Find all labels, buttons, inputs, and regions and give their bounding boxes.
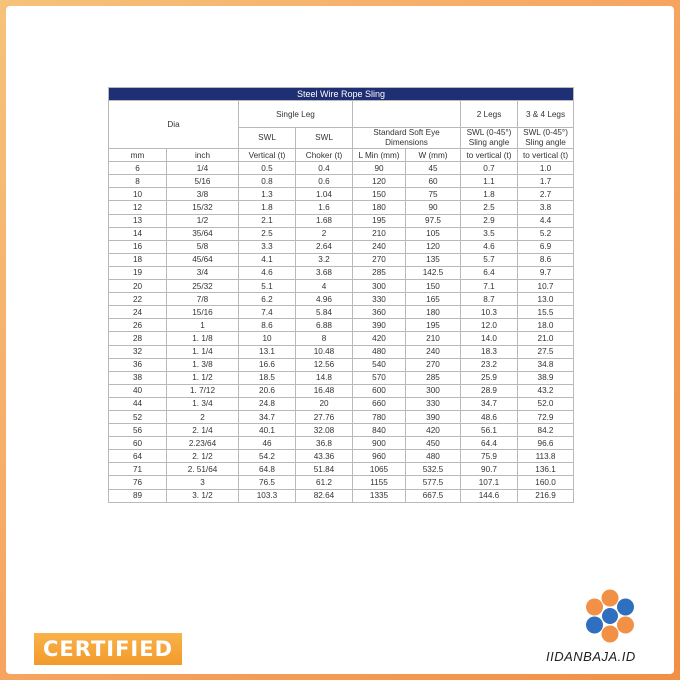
table-cell: 8 [296, 332, 353, 345]
table-cell: 38 [109, 371, 167, 384]
header-l-min: L Min (mm) [353, 149, 406, 162]
header-two-legs: 2 Legs [461, 101, 518, 128]
table-cell: 330 [406, 397, 461, 410]
table-cell: 1.04 [296, 188, 353, 201]
table-row [109, 384, 574, 397]
table-cell: 21.0 [518, 332, 574, 345]
table-cell: 900 [353, 437, 406, 450]
table-row [109, 162, 574, 175]
table-cell: 2.23/64 [167, 437, 239, 450]
table-cell: 136.1 [518, 463, 574, 476]
table-cell: 7.1 [461, 280, 518, 293]
table-cell: 330 [353, 293, 406, 306]
table-row [109, 371, 574, 384]
table-cell: 577.5 [406, 476, 461, 489]
table-cell: 25.9 [461, 371, 518, 384]
certified-badge: CERTIFIED [34, 633, 182, 665]
table-row [109, 424, 574, 437]
table-cell: 103.3 [239, 489, 296, 502]
table-cell: 40.1 [239, 424, 296, 437]
table-cell: 667.5 [406, 489, 461, 502]
table-cell: 1. 3/4 [167, 397, 239, 410]
table-cell: 71 [109, 463, 167, 476]
table-cell: 300 [353, 280, 406, 293]
table-cell: 3/8 [167, 188, 239, 201]
table-cell: 3.2 [296, 253, 353, 266]
table-cell: 25/32 [167, 280, 239, 293]
table-cell: 52 [109, 410, 167, 423]
header-soft-eye: Standard Soft Eye Dimensions [353, 128, 461, 149]
table-cell: 3 [167, 476, 239, 489]
table-cell: 90.7 [461, 463, 518, 476]
table-cell: 5/8 [167, 240, 239, 253]
table-cell: 480 [406, 450, 461, 463]
table-row [109, 397, 574, 410]
table-cell: 1. 3/8 [167, 358, 239, 371]
table-cell: 34.8 [518, 358, 574, 371]
table-cell: 1335 [353, 489, 406, 502]
table-cell: 2 [296, 227, 353, 240]
table-cell: 14 [109, 227, 167, 240]
table-cell: 285 [353, 266, 406, 279]
table-cell: 2. 1/2 [167, 450, 239, 463]
table-cell: 0.4 [296, 162, 353, 175]
table-cell: 113.8 [518, 450, 574, 463]
table-cell: 10 [239, 332, 296, 345]
header-single-leg: Single Leg [239, 101, 353, 128]
table-row [109, 332, 574, 345]
table-cell: 16.48 [296, 384, 353, 397]
table-cell: 61.2 [296, 476, 353, 489]
table-cell: 10.7 [518, 280, 574, 293]
table-cell: 0.7 [461, 162, 518, 175]
table-cell: 32 [109, 345, 167, 358]
table-cell: 960 [353, 450, 406, 463]
table-cell: 20.6 [239, 384, 296, 397]
table-row [109, 293, 574, 306]
table-cell: 2 [167, 410, 239, 423]
table-cell: 4 [296, 280, 353, 293]
table-cell: 107.1 [461, 476, 518, 489]
table-cell: 0.5 [239, 162, 296, 175]
table-cell: 27.5 [518, 345, 574, 358]
table-title: Steel Wire Rope Sling [109, 88, 574, 101]
table-cell: 1065 [353, 463, 406, 476]
table-cell: 540 [353, 358, 406, 371]
table-cell: 76.5 [239, 476, 296, 489]
table-cell: 135 [406, 253, 461, 266]
header-mm: mm [109, 149, 167, 162]
table-cell: 12.0 [461, 319, 518, 332]
table-row [109, 489, 574, 502]
table-cell: 18 [109, 253, 167, 266]
table-cell: 14.8 [296, 371, 353, 384]
table-cell: 8.6 [239, 319, 296, 332]
table-cell: 3. 1/2 [167, 489, 239, 502]
table-cell: 51.84 [296, 463, 353, 476]
table-cell: 216.9 [518, 489, 574, 502]
wire-rope-strands-logo-icon [582, 588, 638, 644]
table-cell: 82.64 [296, 489, 353, 502]
table-cell: 450 [406, 437, 461, 450]
header-to-vertical-34: to vertical (t) [518, 149, 574, 162]
table-cell: 180 [353, 201, 406, 214]
table-cell: 19 [109, 266, 167, 279]
table-cell: 22 [109, 293, 167, 306]
table-cell: 120 [353, 175, 406, 188]
table-cell: 45/64 [167, 253, 239, 266]
header-swl-vertical: SWL [239, 128, 296, 149]
table-cell: 44 [109, 397, 167, 410]
table-cell: 43.2 [518, 384, 574, 397]
table-cell: 20 [109, 280, 167, 293]
table-cell: 1. 1/2 [167, 371, 239, 384]
table-cell: 210 [353, 227, 406, 240]
table-row [109, 319, 574, 332]
table-cell: 26 [109, 319, 167, 332]
table-cell: 240 [353, 240, 406, 253]
table-cell: 1. 1/4 [167, 345, 239, 358]
table-cell: 3.5 [461, 227, 518, 240]
header-dia: Dia [109, 101, 239, 149]
table-cell: 1. 7/12 [167, 384, 239, 397]
table-cell: 96.6 [518, 437, 574, 450]
wire-rope-sling-table [108, 87, 574, 503]
table-cell: 3/4 [167, 266, 239, 279]
table-cell: 12.56 [296, 358, 353, 371]
table-cell: 6.88 [296, 319, 353, 332]
table-cell: 195 [406, 319, 461, 332]
table-cell: 160.0 [518, 476, 574, 489]
table-cell: 840 [353, 424, 406, 437]
table-cell: 5/16 [167, 175, 239, 188]
header-vertical: Vertical (t) [239, 149, 296, 162]
table-cell: 1 [167, 319, 239, 332]
table-cell: 45 [406, 162, 461, 175]
table-body [109, 162, 574, 502]
table-cell: 1/4 [167, 162, 239, 175]
table-cell: 27.76 [296, 410, 353, 423]
table-cell: 64 [109, 450, 167, 463]
table-row [109, 227, 574, 240]
table-cell: 15/32 [167, 201, 239, 214]
header-to-vertical-2: to vertical (t) [461, 149, 518, 162]
table-cell: 90 [406, 201, 461, 214]
table-cell: 38.9 [518, 371, 574, 384]
table-cell: 180 [406, 306, 461, 319]
table-cell: 5.7 [461, 253, 518, 266]
table-cell: 12 [109, 201, 167, 214]
table-cell: 240 [406, 345, 461, 358]
table-cell: 4.6 [461, 240, 518, 253]
table-cell: 1.68 [296, 214, 353, 227]
table-cell: 75 [406, 188, 461, 201]
header-swl-angle-34: SWL (0-45°) Sling angle [518, 128, 574, 149]
table-cell: 72.9 [518, 410, 574, 423]
table-cell: 64.8 [239, 463, 296, 476]
table-cell: 36 [109, 358, 167, 371]
table-cell: 2. 51/64 [167, 463, 239, 476]
table-cell: 89 [109, 489, 167, 502]
table-cell: 5.2 [518, 227, 574, 240]
table-cell: 9.7 [518, 266, 574, 279]
table-cell: 1. 1/8 [167, 332, 239, 345]
table-cell: 46 [239, 437, 296, 450]
header-choker: Choker (t) [296, 149, 353, 162]
table-cell: 13.1 [239, 345, 296, 358]
table-row [109, 410, 574, 423]
table-row [109, 345, 574, 358]
table-cell: 660 [353, 397, 406, 410]
table-row [109, 476, 574, 489]
table-cell: 18.3 [461, 345, 518, 358]
table-cell: 84.2 [518, 424, 574, 437]
table-cell: 4.96 [296, 293, 353, 306]
table-cell: 6.9 [518, 240, 574, 253]
table-cell: 75.9 [461, 450, 518, 463]
table-cell: 1.7 [518, 175, 574, 188]
table-cell: 76 [109, 476, 167, 489]
table-cell: 1.8 [461, 188, 518, 201]
table-row [109, 266, 574, 279]
table-cell: 360 [353, 306, 406, 319]
table-cell: 16.6 [239, 358, 296, 371]
table-cell: 390 [353, 319, 406, 332]
table-cell: 35/64 [167, 227, 239, 240]
table-cell: 14.0 [461, 332, 518, 345]
table-cell: 20 [296, 397, 353, 410]
table-row [109, 201, 574, 214]
table-cell: 60 [406, 175, 461, 188]
table-cell: 43.36 [296, 450, 353, 463]
table-cell: 3.68 [296, 266, 353, 279]
table-cell: 480 [353, 345, 406, 358]
table-cell: 56 [109, 424, 167, 437]
table-cell: 2.7 [518, 188, 574, 201]
table-cell: 8.7 [461, 293, 518, 306]
table-cell: 34.7 [461, 397, 518, 410]
header-swl-choker: SWL [296, 128, 353, 149]
table-cell: 270 [406, 358, 461, 371]
table-cell: 285 [406, 371, 461, 384]
table-cell: 1.0 [518, 162, 574, 175]
table-row [109, 240, 574, 253]
table-cell: 18.5 [239, 371, 296, 384]
table-cell: 144.6 [461, 489, 518, 502]
table-cell: 13 [109, 214, 167, 227]
table-cell: 2.5 [461, 201, 518, 214]
table-cell: 3.3 [239, 240, 296, 253]
table-cell: 4.1 [239, 253, 296, 266]
table-cell: 48.6 [461, 410, 518, 423]
table-cell: 5.1 [239, 280, 296, 293]
table-cell: 570 [353, 371, 406, 384]
table-cell: 2. 1/4 [167, 424, 239, 437]
table-cell: 5.84 [296, 306, 353, 319]
table-cell: 4.4 [518, 214, 574, 227]
table-cell: 52.0 [518, 397, 574, 410]
table-cell: 2.1 [239, 214, 296, 227]
table-cell: 18.0 [518, 319, 574, 332]
table-row [109, 253, 574, 266]
table-cell: 150 [406, 280, 461, 293]
table-cell: 300 [406, 384, 461, 397]
table-cell: 8.6 [518, 253, 574, 266]
header-inch: inch [167, 149, 239, 162]
table-cell: 210 [406, 332, 461, 345]
table-cell: 390 [406, 410, 461, 423]
table-cell: 105 [406, 227, 461, 240]
table-row [109, 188, 574, 201]
table-cell: 7.4 [239, 306, 296, 319]
table-cell: 23.2 [461, 358, 518, 371]
table-cell: 420 [353, 332, 406, 345]
table-cell: 8 [109, 175, 167, 188]
table-cell: 3.8 [518, 201, 574, 214]
table-cell: 7/8 [167, 293, 239, 306]
table-row [109, 358, 574, 371]
table-cell: 24.8 [239, 397, 296, 410]
table-cell: 97.5 [406, 214, 461, 227]
table-cell: 1155 [353, 476, 406, 489]
table-cell: 1.1 [461, 175, 518, 188]
table-row [109, 437, 574, 450]
table-cell: 532.5 [406, 463, 461, 476]
header-w: W (mm) [406, 149, 461, 162]
table-cell: 10.48 [296, 345, 353, 358]
table-cell: 28.9 [461, 384, 518, 397]
header-three-four-legs: 3 & 4 Legs [518, 101, 574, 128]
table-cell: 6 [109, 162, 167, 175]
table-cell: 6.4 [461, 266, 518, 279]
table-row [109, 280, 574, 293]
table-cell: 60 [109, 437, 167, 450]
table-cell: 1.3 [239, 188, 296, 201]
table-cell: 4.6 [239, 266, 296, 279]
table-cell: 6.2 [239, 293, 296, 306]
table-cell: 2.64 [296, 240, 353, 253]
table-cell: 1.6 [296, 201, 353, 214]
table-cell: 13.0 [518, 293, 574, 306]
table-cell: 34.7 [239, 410, 296, 423]
table-cell: 24 [109, 306, 167, 319]
table-cell: 1/2 [167, 214, 239, 227]
table-cell: 420 [406, 424, 461, 437]
table-cell: 195 [353, 214, 406, 227]
table-cell: 10 [109, 188, 167, 201]
header-blank [353, 101, 461, 128]
table-cell: 0.6 [296, 175, 353, 188]
table-cell: 270 [353, 253, 406, 266]
table-row [109, 463, 574, 476]
table-row [109, 175, 574, 188]
table-cell: 0.8 [239, 175, 296, 188]
table-cell: 150 [353, 188, 406, 201]
table-cell: 2.9 [461, 214, 518, 227]
table-cell: 32.08 [296, 424, 353, 437]
table-cell: 120 [406, 240, 461, 253]
table-cell: 1.8 [239, 201, 296, 214]
table-cell: 54.2 [239, 450, 296, 463]
table-cell: 90 [353, 162, 406, 175]
header-swl-angle-2: SWL (0-45°) Sling angle [461, 128, 518, 149]
table-cell: 10.3 [461, 306, 518, 319]
table-cell: 15.5 [518, 306, 574, 319]
table-cell: 15/16 [167, 306, 239, 319]
table-cell: 36.8 [296, 437, 353, 450]
table-row [109, 214, 574, 227]
table-cell: 56.1 [461, 424, 518, 437]
table-cell: 780 [353, 410, 406, 423]
table-cell: 28 [109, 332, 167, 345]
table-cell: 2.5 [239, 227, 296, 240]
table-cell: 64.4 [461, 437, 518, 450]
table-cell: 165 [406, 293, 461, 306]
table-row [109, 306, 574, 319]
brand-name: IIDANBAJA.ID [546, 649, 636, 664]
table-cell: 40 [109, 384, 167, 397]
table-cell: 142.5 [406, 266, 461, 279]
table-cell: 16 [109, 240, 167, 253]
table-cell: 600 [353, 384, 406, 397]
table-row [109, 450, 574, 463]
